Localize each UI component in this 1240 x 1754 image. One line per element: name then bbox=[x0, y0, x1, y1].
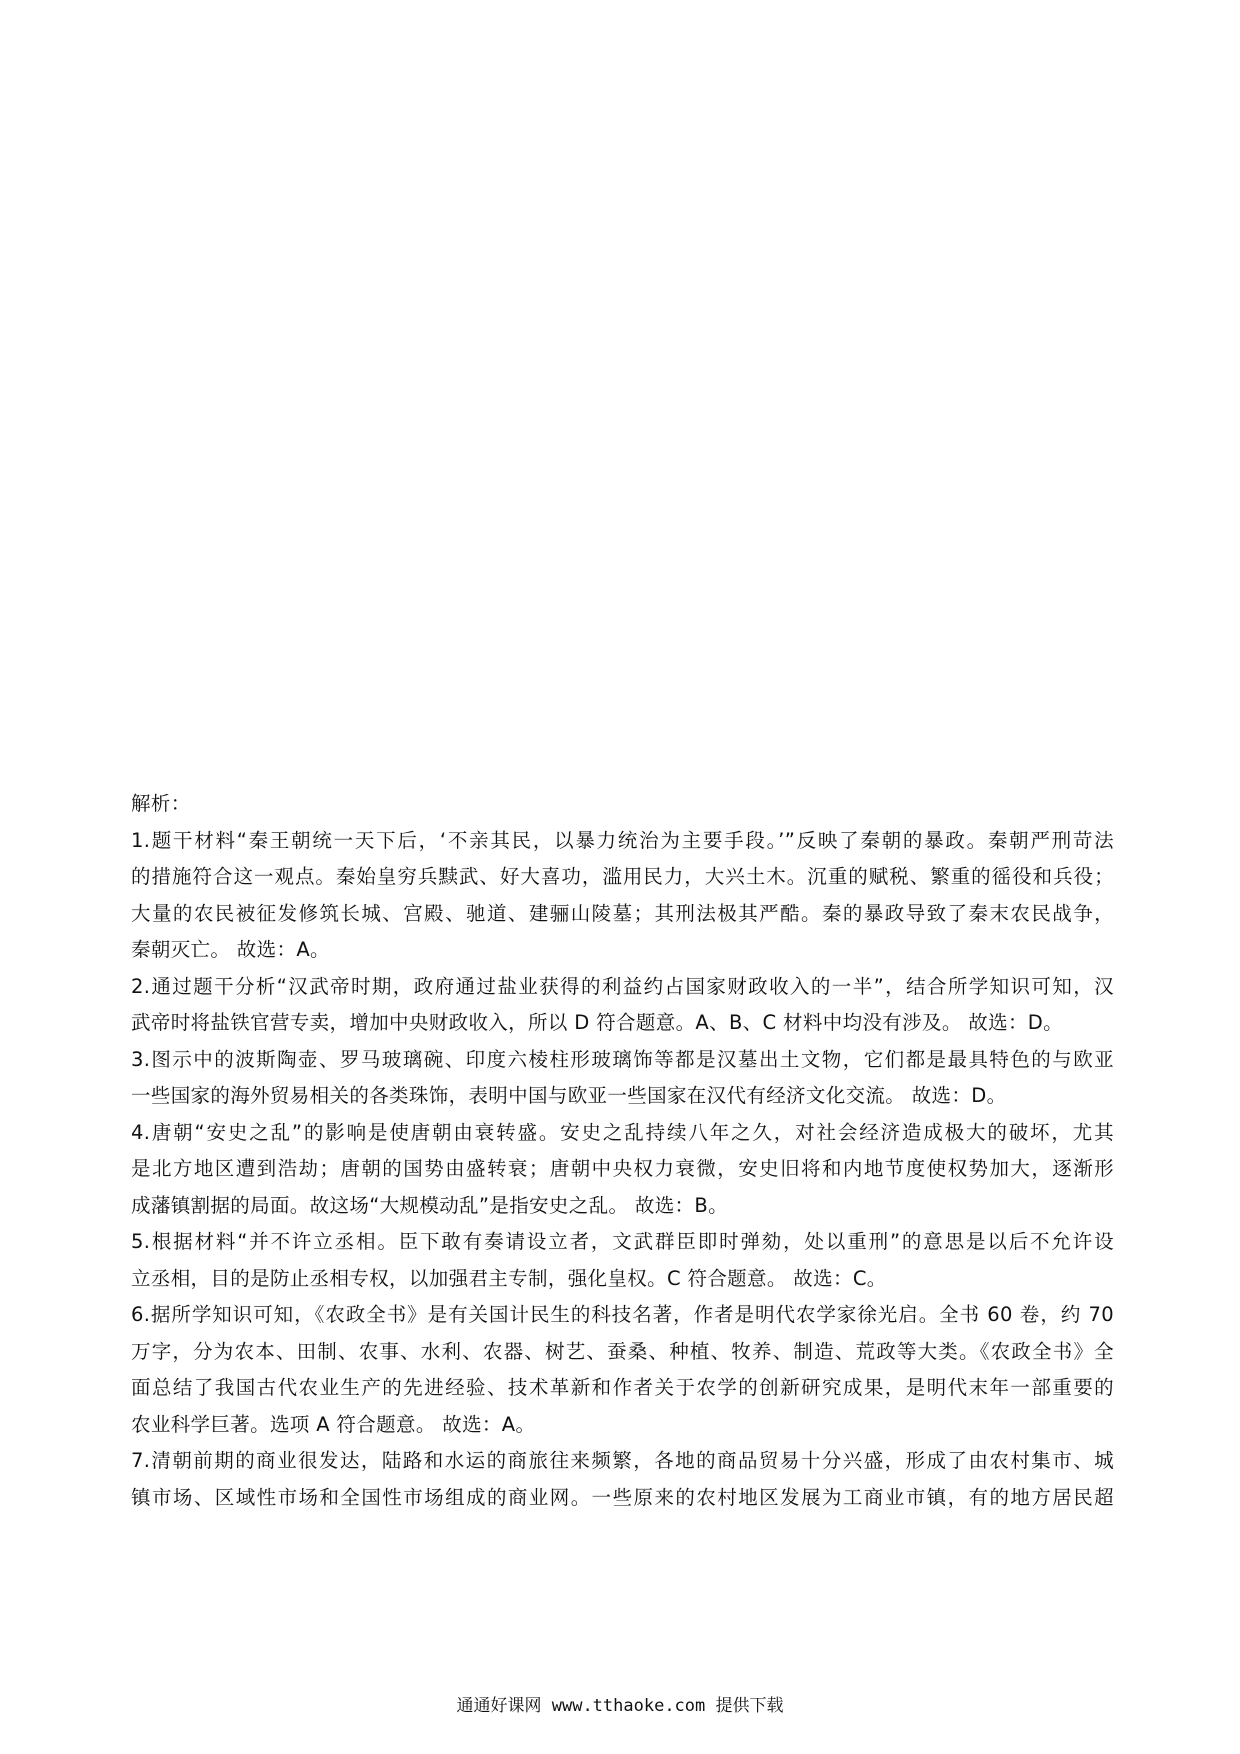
text-line: 6.据所学知识可知，《农政全书》是有关国计民生的科技名著，作者是明代农学家徐光启。全书 60 卷，约 70 bbox=[131, 1303, 1114, 1326]
page-footer: 通通好课网 www.tthaoke.com 提供下载 bbox=[456, 1696, 784, 1716]
text-line: 立丞相，目的是防止丞相专权，以加强君主专制，强化皇权。C 符合题意。 故选：C。 bbox=[131, 1266, 887, 1290]
text-line: 秦朝灭亡。 故选：A。 bbox=[131, 938, 330, 961]
text-line: 5.根据材料“并不许立丞相。臣下敢有奏请设立者，文武群臣即时弹劾，处以重刑”的意思是以后不允许设 bbox=[131, 1230, 1114, 1253]
text-line: 2.通过题干分析“汉武帝时期，政府通过盐业获得的利益约占国家财政收入的一半”，结合所学知识可知，汉 bbox=[131, 974, 1114, 998]
text-line: 万字，分为农本、田制、农事、水利、农器、树艺、蚕桑、种植、牧养、制造、荒政等大类。《农政全书》全 bbox=[131, 1339, 1114, 1363]
text-line: 3.图示中的波斯陶壶、罗马玻璃碗、印度六棱柱形玻璃饰等都是汉墓出土文物，它们都是最具特色的与欧亚 bbox=[131, 1047, 1114, 1071]
analysis-section bbox=[131, 786, 1114, 1516]
text-line: 一些国家的海外贸易相关的各类珠饰，表明中国与欧亚一些国家在汉代有经济文化交流。 故选：D。 bbox=[131, 1084, 1007, 1107]
text-line: 4.唐朝“安史之乱”的影响是使唐朝由衰转盛。安史之乱持续八年之久，对社会经济造成极大的破坏，尤其 bbox=[131, 1120, 1114, 1144]
text-line: 大量的农民被征发修筑长城、宫殿、驰道、建骊山陵墓；其刑法极其严酷。秦的暴政导致了秦末农民战争， bbox=[131, 901, 1114, 925]
analysis-heading: 解析： bbox=[131, 792, 191, 815]
text-line: 是北方地区遭到浩劫；唐朝的国势由盛转衰；唐朝中央权力衰微，安史旧将和内地节度使权势加大，逐渐形 bbox=[131, 1157, 1114, 1180]
text-line: 镇市场、区域性市场和全国性市场组成的商业网。一些原来的农村地区发展为工商业市镇，有的地方居民超 bbox=[131, 1485, 1114, 1509]
text-line: 武帝时将盐铁官营专卖，增加中央财政收入，所以 D 符合题意。A、B、C 材料中均没有涉及。 故选：D。 bbox=[131, 1011, 1064, 1034]
text-line: 面总结了我国古代农业生产的先进经验、技术革新和作者关于农学的创新研究成果，是明代末年一部重要的 bbox=[131, 1376, 1114, 1399]
text-line: 农业科学巨著。选项 A 符合题意。 故选：A。 bbox=[131, 1412, 536, 1436]
text-line: 1.题干材料“秦王朝统一天下后，‘不亲其民，以暴力统治为主要手段。’”反映了秦朝的暴政。秦朝严刑苛法 bbox=[131, 828, 1114, 852]
text-line: 7.清朝前期的商业很发达，陆路和水运的商旅往来频繁，各地的商品贸易十分兴盛，形成了由农村集市、城 bbox=[131, 1449, 1114, 1472]
text-line: 成藩镇割据的局面。故这场“大规模动乱”是指安史之乱。 故选：B。 bbox=[131, 1193, 728, 1217]
text-line: 的措施符合这一观点。秦始皇穷兵黩武、好大喜功，滥用民力，大兴土木。沉重的赋税、繁重的徭役和兵役； bbox=[131, 865, 1114, 888]
